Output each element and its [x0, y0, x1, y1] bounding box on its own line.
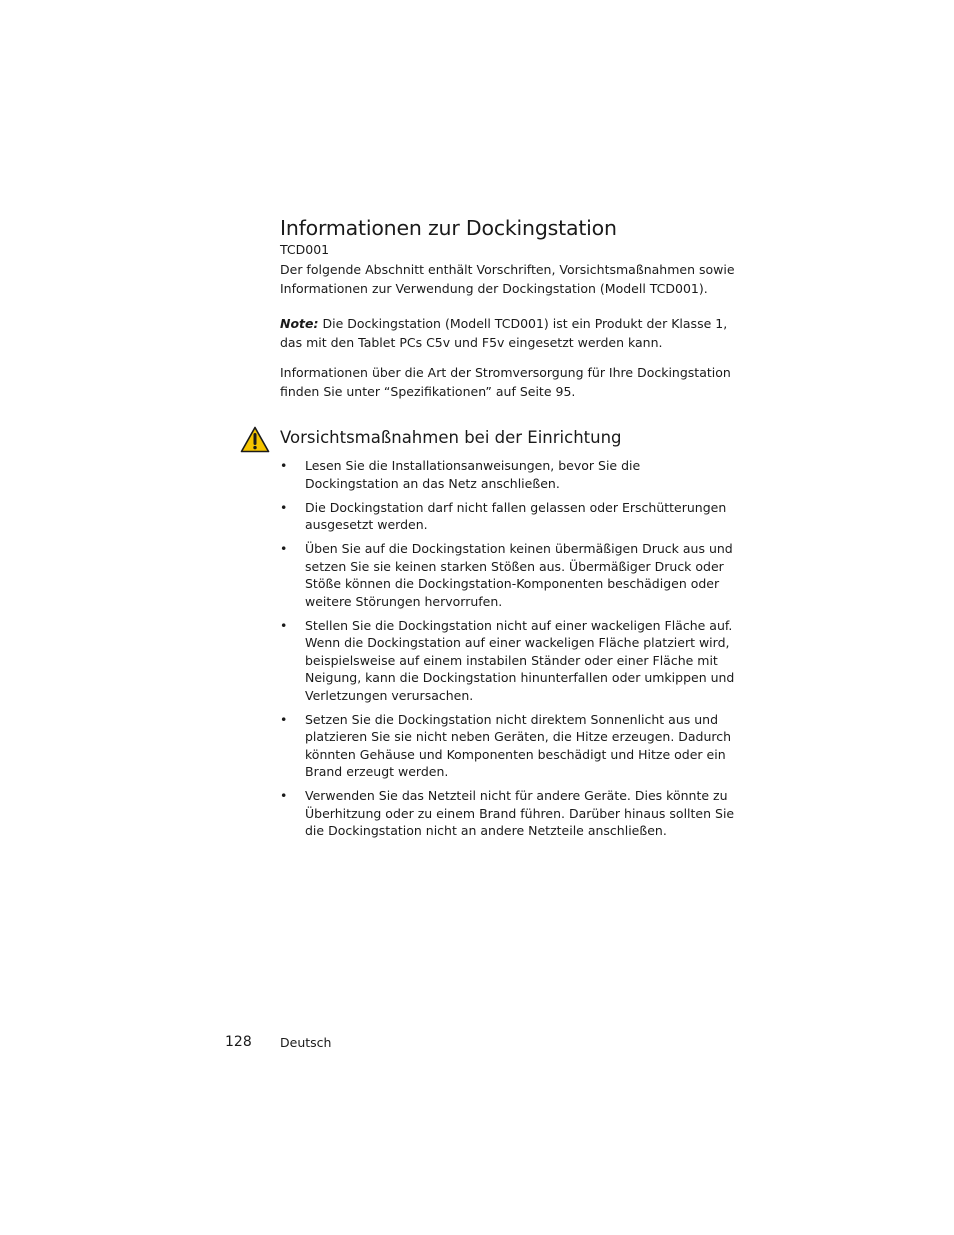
bullet-mark: •: [280, 499, 288, 515]
precautions-list: [280, 457, 735, 846]
list-item: [280, 711, 735, 781]
bullet-mark: •: [280, 617, 288, 633]
note-paragraph: [280, 314, 735, 352]
list-item-text: Die Dockingstation darf nicht fallen gelassen oder Erschütterungen ausgesetzt werden.: [305, 499, 727, 532]
power-info-paragraph: Informationen über die Art der Stromversorgung für Ihre Dockingstation finden Sie unter “Spezifikationen” auf Seite 95.: [280, 365, 731, 399]
model-code: TCD001: [280, 242, 330, 257]
bullet-mark: •: [280, 788, 288, 803]
list-item: [280, 617, 735, 705]
note-text: Die Dockingstation (Modell TCD001) ist ein Produkt der Klasse 1, das mit den Tablet PCs C5v und F5v eingesetzt werden kann.: [280, 316, 728, 350]
bullet-mark: •: [280, 458, 288, 473]
list-item-text: Stellen Sie die Dockingstation nicht auf einer wackeligen Fläche auf. Wenn die Dockingstation auf einer wackeligen Fläche platziert wird, beispielsweise auf einem instabilen Ständer oder einer Fläche mit Neigung, kann die Dockingstation hinunterfallen oder umkippen und Verletzungen verursachen.: [305, 617, 735, 703]
list-item: [280, 457, 735, 492]
page-title: Informationen zur Dockingstation: [280, 216, 617, 240]
list-item-text: Lesen Sie die Installationsanweisungen, bevor Sie die Dockingstation an das Netz anschließen.: [305, 458, 641, 491]
list-item: [280, 787, 735, 840]
list-item: [280, 499, 735, 534]
note-label: Note:: [280, 316, 319, 331]
page-number: 128: [225, 1034, 252, 1050]
section-title: Vorsichtsmaßnahmen bei der Einrichtung: [280, 428, 622, 447]
warning-triangle-icon: [240, 426, 270, 453]
bullet-mark: •: [280, 541, 288, 556]
intro-paragraph: Der folgende Abschnitt enthält Vorschriften, Vorsichtsmaßnahmen sowie Informationen zur Verwendung der Dockingstation (Modell TCD001).: [280, 262, 735, 296]
bullet-mark: •: [280, 711, 288, 727]
list-item-text: Setzen Sie die Dockingstation nicht direktem Sonnenlicht aus und platzieren Sie sie nicht neben Geräten, die Hitze erzeugen. Dadurch könnten Gehäuse und Komponenten beschädigt und Hitze oder ein Brand erzeugt werden.: [305, 711, 732, 779]
list-item-text: Verwenden Sie das Netzteil nicht für andere Geräte. Dies könnte zu Überhitzung oder zu einem Brand führen. Darüber hinaus sollten Sie die Dockingstation nicht an andere Netzteile anschließen.: [305, 788, 735, 838]
footer-language: Deutsch: [280, 1035, 332, 1050]
list-item-text: Üben Sie auf die Dockingstation keinen übermäßigen Druck aus und setzen Sie sie keinen starken Stößen aus. Übermäßiger Druck oder Stöße können die Dockingstation-Komponenten beschädigen oder weitere Störungen hervorrufen.: [305, 541, 733, 609]
list-item: [280, 540, 735, 610]
